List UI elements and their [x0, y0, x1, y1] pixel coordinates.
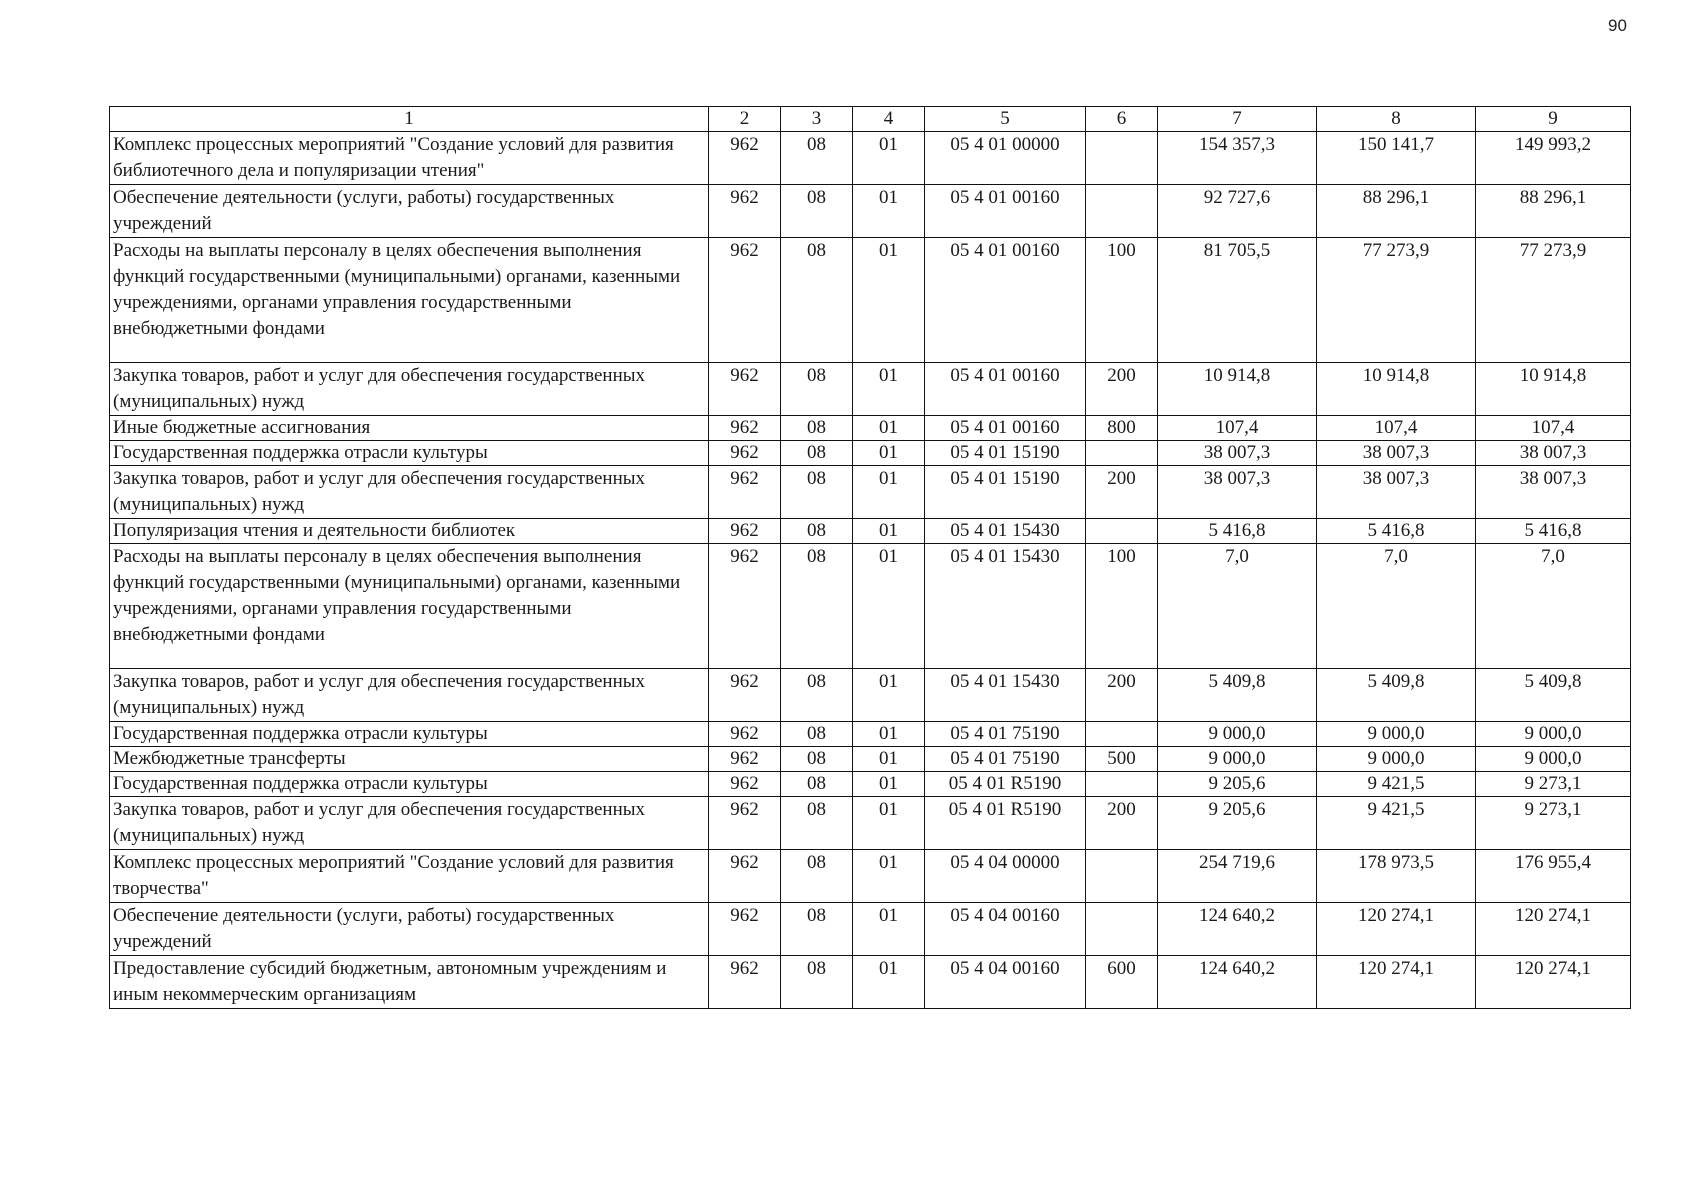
- expense-name-cell: Обеспечение деятельности (услуги, работы) государственных учреждений: [110, 903, 709, 956]
- amount-year1-cell: 254 719,6: [1158, 850, 1317, 903]
- expense-type-cell: 600: [1086, 956, 1158, 1009]
- ministry-code-cell: 962: [709, 850, 781, 903]
- target-article-cell: 05 4 04 00160: [925, 956, 1086, 1009]
- target-article-cell: 05 4 01 R5190: [925, 797, 1086, 850]
- subsection-code-cell: 01: [853, 441, 925, 466]
- section-code-cell: 08: [781, 466, 853, 519]
- amount-year1-cell: 154 357,3: [1158, 132, 1317, 185]
- table-row: [110, 363, 1631, 416]
- amount-year2-cell: 7,0: [1317, 544, 1476, 669]
- amount-year3-cell: 107,4: [1476, 416, 1631, 441]
- amount-year3-cell: 77 273,9: [1476, 238, 1631, 363]
- amount-year3-cell: 88 296,1: [1476, 185, 1631, 238]
- amount-year3-cell: 149 993,2: [1476, 132, 1631, 185]
- expense-type-cell: [1086, 519, 1158, 544]
- section-code-cell: 08: [781, 797, 853, 850]
- amount-year3-cell: 9 273,1: [1476, 797, 1631, 850]
- amount-year3-cell: 176 955,4: [1476, 850, 1631, 903]
- expense-name-cell: Комплекс процессных мероприятий "Создание условий для развития библиотечного дела и популяризации чтения": [110, 132, 709, 185]
- expense-type-cell: 800: [1086, 416, 1158, 441]
- table-row: [110, 956, 1631, 1009]
- subsection-code-cell: 01: [853, 722, 925, 747]
- section-code-cell: 08: [781, 956, 853, 1009]
- expense-name-cell: Закупка товаров, работ и услуг для обеспечения государственных (муниципальных) нужд: [110, 669, 709, 722]
- ministry-code-cell: 962: [709, 903, 781, 956]
- amount-year1-cell: 124 640,2: [1158, 903, 1317, 956]
- ministry-code-cell: 962: [709, 416, 781, 441]
- ministry-code-cell: 962: [709, 441, 781, 466]
- expense-type-cell: 200: [1086, 669, 1158, 722]
- amount-year2-cell: 178 973,5: [1317, 850, 1476, 903]
- amount-year3-cell: 38 007,3: [1476, 466, 1631, 519]
- amount-year1-cell: 7,0: [1158, 544, 1317, 669]
- expense-name-cell: Закупка товаров, работ и услуг для обеспечения государственных (муниципальных) нужд: [110, 797, 709, 850]
- table-row: [110, 132, 1631, 185]
- subsection-code-cell: 01: [853, 519, 925, 544]
- subsection-code-cell: 01: [853, 797, 925, 850]
- subsection-code-cell: 01: [853, 466, 925, 519]
- table-row: [110, 441, 1631, 466]
- subsection-code-cell: 01: [853, 132, 925, 185]
- table-row: [110, 466, 1631, 519]
- section-code-cell: 08: [781, 363, 853, 416]
- table-row: [110, 519, 1631, 544]
- section-code-cell: 08: [781, 185, 853, 238]
- amount-year3-cell: 5 409,8: [1476, 669, 1631, 722]
- ministry-code-cell: 962: [709, 747, 781, 772]
- amount-year1-cell: 124 640,2: [1158, 956, 1317, 1009]
- table-row: [110, 903, 1631, 956]
- header-cell: 6: [1086, 107, 1158, 132]
- expense-name-cell: Расходы на выплаты персоналу в целях обеспечения выполнения функций государственными (муниципальными) органами, казенными учреждениями, органами управления государственными внебюджетными фондами: [110, 544, 709, 669]
- amount-year3-cell: 120 274,1: [1476, 956, 1631, 1009]
- header-cell: 7: [1158, 107, 1317, 132]
- subsection-code-cell: 01: [853, 669, 925, 722]
- target-article-cell: 05 4 04 00160: [925, 903, 1086, 956]
- amount-year2-cell: 5 409,8: [1317, 669, 1476, 722]
- ministry-code-cell: 962: [709, 722, 781, 747]
- expense-name-cell: Обеспечение деятельности (услуги, работы) государственных учреждений: [110, 185, 709, 238]
- header-cell: 1: [110, 107, 709, 132]
- amount-year2-cell: 38 007,3: [1317, 466, 1476, 519]
- ministry-code-cell: 962: [709, 132, 781, 185]
- amount-year2-cell: 88 296,1: [1317, 185, 1476, 238]
- header-cell: 3: [781, 107, 853, 132]
- ministry-code-cell: 962: [709, 669, 781, 722]
- amount-year1-cell: 5 416,8: [1158, 519, 1317, 544]
- table-row: [110, 238, 1631, 363]
- amount-year3-cell: 5 416,8: [1476, 519, 1631, 544]
- table-row: [110, 797, 1631, 850]
- amount-year1-cell: 107,4: [1158, 416, 1317, 441]
- subsection-code-cell: 01: [853, 850, 925, 903]
- ministry-code-cell: 962: [709, 544, 781, 669]
- amount-year2-cell: 150 141,7: [1317, 132, 1476, 185]
- section-code-cell: 08: [781, 722, 853, 747]
- expense-type-cell: [1086, 903, 1158, 956]
- amount-year2-cell: 10 914,8: [1317, 363, 1476, 416]
- subsection-code-cell: 01: [853, 903, 925, 956]
- target-article-cell: 05 4 01 75190: [925, 747, 1086, 772]
- section-code-cell: 08: [781, 416, 853, 441]
- section-code-cell: 08: [781, 544, 853, 669]
- section-code-cell: 08: [781, 519, 853, 544]
- page-number: 90: [1608, 16, 1627, 35]
- expense-name-cell: Государственная поддержка отрасли культуры: [110, 722, 709, 747]
- subsection-code-cell: 01: [853, 363, 925, 416]
- subsection-code-cell: 01: [853, 185, 925, 238]
- expense-name-cell: Расходы на выплаты персоналу в целях обеспечения выполнения функций государственными (муниципальными) органами, казенными учреждениями, органами управления государственными внебюджетными фондами: [110, 238, 709, 363]
- expense-name-cell: Государственная поддержка отрасли культуры: [110, 441, 709, 466]
- amount-year2-cell: 9 421,5: [1317, 772, 1476, 797]
- target-article-cell: 05 4 01 15430: [925, 669, 1086, 722]
- section-code-cell: 08: [781, 903, 853, 956]
- amount-year3-cell: 7,0: [1476, 544, 1631, 669]
- amount-year2-cell: 5 416,8: [1317, 519, 1476, 544]
- amount-year1-cell: 9 205,6: [1158, 797, 1317, 850]
- expense-type-cell: 200: [1086, 466, 1158, 519]
- amount-year1-cell: 81 705,5: [1158, 238, 1317, 363]
- amount-year2-cell: 9 000,0: [1317, 722, 1476, 747]
- expense-name-cell: Закупка товаров, работ и услуг для обеспечения государственных (муниципальных) нужд: [110, 363, 709, 416]
- table-row: [110, 669, 1631, 722]
- amount-year2-cell: 77 273,9: [1317, 238, 1476, 363]
- table-row: [110, 772, 1631, 797]
- amount-year3-cell: 9 000,0: [1476, 722, 1631, 747]
- subsection-code-cell: 01: [853, 416, 925, 441]
- section-code-cell: 08: [781, 669, 853, 722]
- target-article-cell: 05 4 01 00160: [925, 416, 1086, 441]
- table-body: [110, 132, 1631, 1009]
- section-code-cell: 08: [781, 441, 853, 466]
- target-article-cell: 05 4 01 00000: [925, 132, 1086, 185]
- ministry-code-cell: 962: [709, 363, 781, 416]
- expense-type-cell: [1086, 132, 1158, 185]
- header-cell: 2: [709, 107, 781, 132]
- amount-year2-cell: 107,4: [1317, 416, 1476, 441]
- table-row: [110, 722, 1631, 747]
- amount-year3-cell: 120 274,1: [1476, 903, 1631, 956]
- table-row: [110, 850, 1631, 903]
- amount-year3-cell: 9 273,1: [1476, 772, 1631, 797]
- table-row: [110, 416, 1631, 441]
- amount-year1-cell: 38 007,3: [1158, 466, 1317, 519]
- target-article-cell: 05 4 01 15190: [925, 441, 1086, 466]
- expense-name-cell: Межбюджетные трансферты: [110, 747, 709, 772]
- expense-type-cell: 200: [1086, 363, 1158, 416]
- ministry-code-cell: 962: [709, 797, 781, 850]
- ministry-code-cell: 962: [709, 185, 781, 238]
- subsection-code-cell: 01: [853, 956, 925, 1009]
- section-code-cell: 08: [781, 238, 853, 363]
- amount-year2-cell: 120 274,1: [1317, 903, 1476, 956]
- amount-year1-cell: 9 205,6: [1158, 772, 1317, 797]
- header-cell: 9: [1476, 107, 1631, 132]
- amount-year2-cell: 38 007,3: [1317, 441, 1476, 466]
- header-cell: 8: [1317, 107, 1476, 132]
- amount-year3-cell: 38 007,3: [1476, 441, 1631, 466]
- budget-table: [109, 106, 1631, 1009]
- expense-name-cell: Популяризация чтения и деятельности библиотек: [110, 519, 709, 544]
- amount-year1-cell: 10 914,8: [1158, 363, 1317, 416]
- ministry-code-cell: 962: [709, 956, 781, 1009]
- expense-type-cell: [1086, 185, 1158, 238]
- expense-type-cell: [1086, 772, 1158, 797]
- amount-year2-cell: 9 421,5: [1317, 797, 1476, 850]
- ministry-code-cell: 962: [709, 772, 781, 797]
- target-article-cell: 05 4 01 15430: [925, 519, 1086, 544]
- expense-type-cell: [1086, 850, 1158, 903]
- expense-name-cell: Закупка товаров, работ и услуг для обеспечения государственных (муниципальных) нужд: [110, 466, 709, 519]
- expense-name-cell: Иные бюджетные ассигнования: [110, 416, 709, 441]
- amount-year1-cell: 92 727,6: [1158, 185, 1317, 238]
- header-cell: 4: [853, 107, 925, 132]
- section-code-cell: 08: [781, 772, 853, 797]
- expense-name-cell: Комплекс процессных мероприятий "Создание условий для развития творчества": [110, 850, 709, 903]
- target-article-cell: 05 4 01 15430: [925, 544, 1086, 669]
- amount-year1-cell: 9 000,0: [1158, 722, 1317, 747]
- amount-year3-cell: 9 000,0: [1476, 747, 1631, 772]
- target-article-cell: 05 4 01 00160: [925, 238, 1086, 363]
- table-row: [110, 185, 1631, 238]
- expense-name-cell: Государственная поддержка отрасли культуры: [110, 772, 709, 797]
- expense-type-cell: 500: [1086, 747, 1158, 772]
- expense-name-cell: Предоставление субсидий бюджетным, автономным учреждениям и иным некоммерческим организациям: [110, 956, 709, 1009]
- target-article-cell: 05 4 01 75190: [925, 722, 1086, 747]
- amount-year2-cell: 120 274,1: [1317, 956, 1476, 1009]
- expense-type-cell: [1086, 441, 1158, 466]
- target-article-cell: 05 4 01 00160: [925, 185, 1086, 238]
- amount-year2-cell: 9 000,0: [1317, 747, 1476, 772]
- header-row: [110, 107, 1631, 132]
- amount-year1-cell: 9 000,0: [1158, 747, 1317, 772]
- target-article-cell: 05 4 01 00160: [925, 363, 1086, 416]
- ministry-code-cell: 962: [709, 238, 781, 363]
- target-article-cell: 05 4 01 15190: [925, 466, 1086, 519]
- amount-year1-cell: 5 409,8: [1158, 669, 1317, 722]
- ministry-code-cell: 962: [709, 519, 781, 544]
- subsection-code-cell: 01: [853, 238, 925, 363]
- section-code-cell: 08: [781, 747, 853, 772]
- amount-year1-cell: 38 007,3: [1158, 441, 1317, 466]
- section-code-cell: 08: [781, 132, 853, 185]
- section-code-cell: 08: [781, 850, 853, 903]
- expense-type-cell: [1086, 722, 1158, 747]
- target-article-cell: 05 4 01 R5190: [925, 772, 1086, 797]
- subsection-code-cell: 01: [853, 544, 925, 669]
- subsection-code-cell: 01: [853, 772, 925, 797]
- table-row: [110, 544, 1631, 669]
- header-cell: 5: [925, 107, 1086, 132]
- target-article-cell: 05 4 04 00000: [925, 850, 1086, 903]
- expense-type-cell: 200: [1086, 797, 1158, 850]
- amount-year3-cell: 10 914,8: [1476, 363, 1631, 416]
- table-row: [110, 747, 1631, 772]
- expense-type-cell: 100: [1086, 238, 1158, 363]
- expense-type-cell: 100: [1086, 544, 1158, 669]
- ministry-code-cell: 962: [709, 466, 781, 519]
- subsection-code-cell: 01: [853, 747, 925, 772]
